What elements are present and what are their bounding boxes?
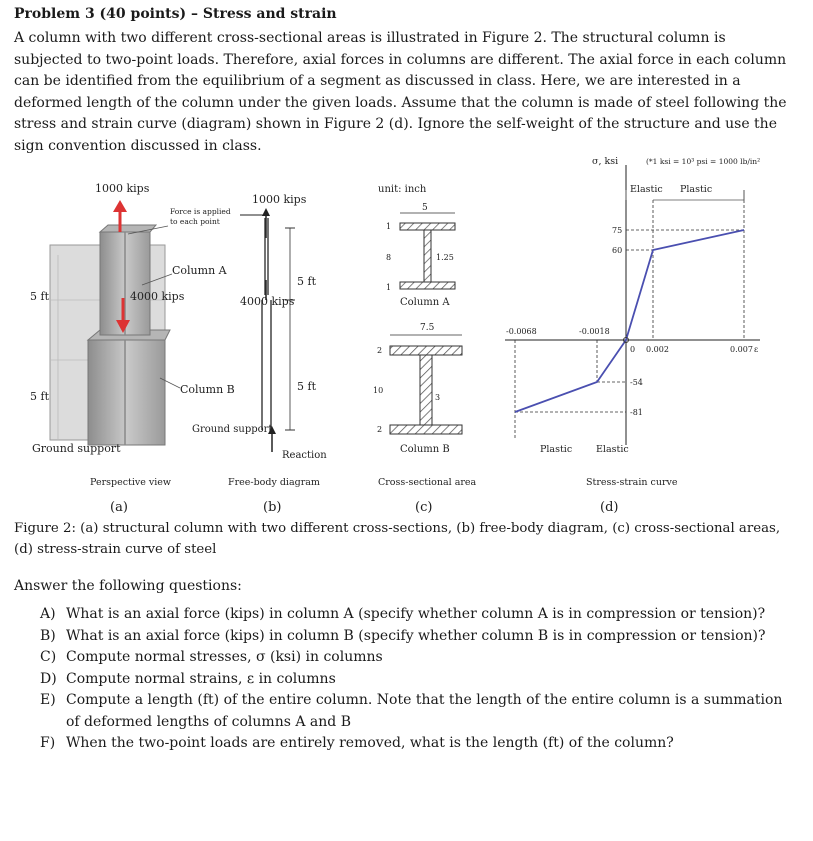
column-a-section-label: Column A [400,297,450,308]
plastic-bottom-label: Plastic [540,444,573,455]
question-item [40,647,790,669]
panel-letter-a: (a) [110,500,128,515]
y-axis-label: σ, ksi [592,156,619,167]
load-mid-label: 4000 kips [130,290,185,303]
problem-intro: A column with two different cross-sectional areas is illustrated in Figure 2. The structural column is subjected to two-point loads. Therefore, axial forces in columns are different. The axial force in each column can be identified from the equilibrium of a segment as discussed in class. Here, we are interested in a deformed length of the column under the given loads. Assume that the column is made of steel following the stress and strain curve (diagram) shown in Figure 2 (d). Ignore the self-weight of the structure and use the sign convention discussed in class. [14,30,787,154]
question-text: Compute normal stresses, σ (ksi) in columns [66,649,383,665]
reaction-label: Reaction [282,450,327,461]
x-tick-0007: 0.007 [730,345,753,354]
questions-prompt: Answer the following questions: [14,578,242,594]
figure-2 [0,150,813,498]
free-body-diagram [192,193,327,488]
x-tick-0: 0 [630,345,636,354]
question-label: E) [40,692,56,708]
elastic-bottom-label: Elastic [596,444,629,455]
caption-b: Free-body diagram [228,477,320,488]
a-height: 8 [386,253,392,262]
load-arrow-top [113,200,127,212]
column-a-label: Column A [172,264,227,277]
a-top-flange [400,223,455,230]
question-text: What is an axial force (kips) in column A (specify whether column A is in compression or tension)? [66,606,766,622]
force-note-1: Force is applied [170,207,231,216]
question-text: When the two-point loads are entirely removed, what is the length (ft) of the column? [66,735,674,751]
a-bottom-flange [400,282,455,289]
caption-c: Cross-sectional area [378,477,477,488]
b-height: 10 [373,386,384,395]
stress-strain-chart [505,156,760,488]
b-width: 7.5 [420,323,435,333]
question-label: B) [40,627,56,644]
y-tick-m81: -81 [630,408,643,417]
question-list [40,604,790,755]
column-b-label: Column B [180,383,235,396]
a-web-thk: 1.25 [436,253,454,262]
dim-bottom-a: 5 ft [30,390,49,403]
x-axis-label: ε [754,345,759,354]
dim-top-a: 5 ft [30,290,49,303]
panel-letter-b: (b) [263,500,282,515]
x-tick-0002: 0.002 [646,345,669,354]
b-bottom-flange [390,425,462,434]
caption-d: Stress-strain curve [586,477,678,488]
x-tick-m0018: -0.0018 [579,327,610,336]
b-flange-thk-bottom: 2 [377,425,383,434]
a-flange-thk-bottom: 1 [386,283,392,292]
dim-bottom-b: 5 ft [297,380,316,393]
problem-heading: Problem 3 (40 points) – Stress and strain [14,6,337,22]
question-item [40,690,790,733]
question-label: C) [40,649,57,665]
dim-top-b: 5 ft [297,275,316,288]
caption-a: Perspective view [90,477,172,488]
figure-caption: Figure 2: (a) structural column with two different cross-sections, (b) free-body diagram, (c) cross-sectional areas, (d) stress-strain curve of steel [14,521,781,557]
support-a: Ground support [32,442,121,455]
question-text: What is an axial force (kips) in column B (specify whether column B is in compression or tension)? [66,627,766,644]
plastic-top-label: Plastic [680,184,713,195]
perspective-view [30,182,235,488]
y-tick-75: 75 [612,226,623,235]
question-item [40,733,790,755]
question-item [40,626,790,648]
question-item [40,604,790,626]
a-web [424,230,431,282]
support-b: Ground support [192,424,273,435]
b-web [420,355,432,425]
question-text: Compute a length (ft) of the entire column. Note that the length of the entire column is a summation of deformed lengths of columns A and B [66,692,783,730]
column-b-section-label: Column B [400,444,450,455]
question-item [40,669,790,691]
question-label: D) [40,670,57,687]
load-top-label-b: 1000 kips [252,193,307,206]
unit-label: unit: inch [378,184,427,195]
a-flange-thk: 1 [386,222,392,231]
y-tick-m54: -54 [630,378,643,387]
a-width: 5 [422,203,428,213]
panel-letter-d: (d) [600,500,619,515]
question-label: F) [40,735,56,751]
x-tick-m0068: -0.0068 [506,327,537,336]
column-b-body [88,340,165,445]
b-flange-thk: 2 [377,346,383,355]
cross-sections [373,184,477,488]
panel-letter-c: (c) [415,500,433,515]
b-web-thk: 3 [435,393,441,402]
question-text: Compute normal strains, ε in columns [66,670,336,687]
load-mid-label-b: 4000 kips [240,295,295,308]
unit-note: (*1 ksi = 10³ psi = 1000 lb/in² [646,157,761,166]
y-tick-60: 60 [612,246,623,255]
b-top-flange [390,346,462,355]
load-top-label: 1000 kips [95,182,150,195]
elastic-top-label: Elastic [630,184,663,195]
force-note-2: to each point [170,217,220,226]
question-label: A) [40,606,56,622]
